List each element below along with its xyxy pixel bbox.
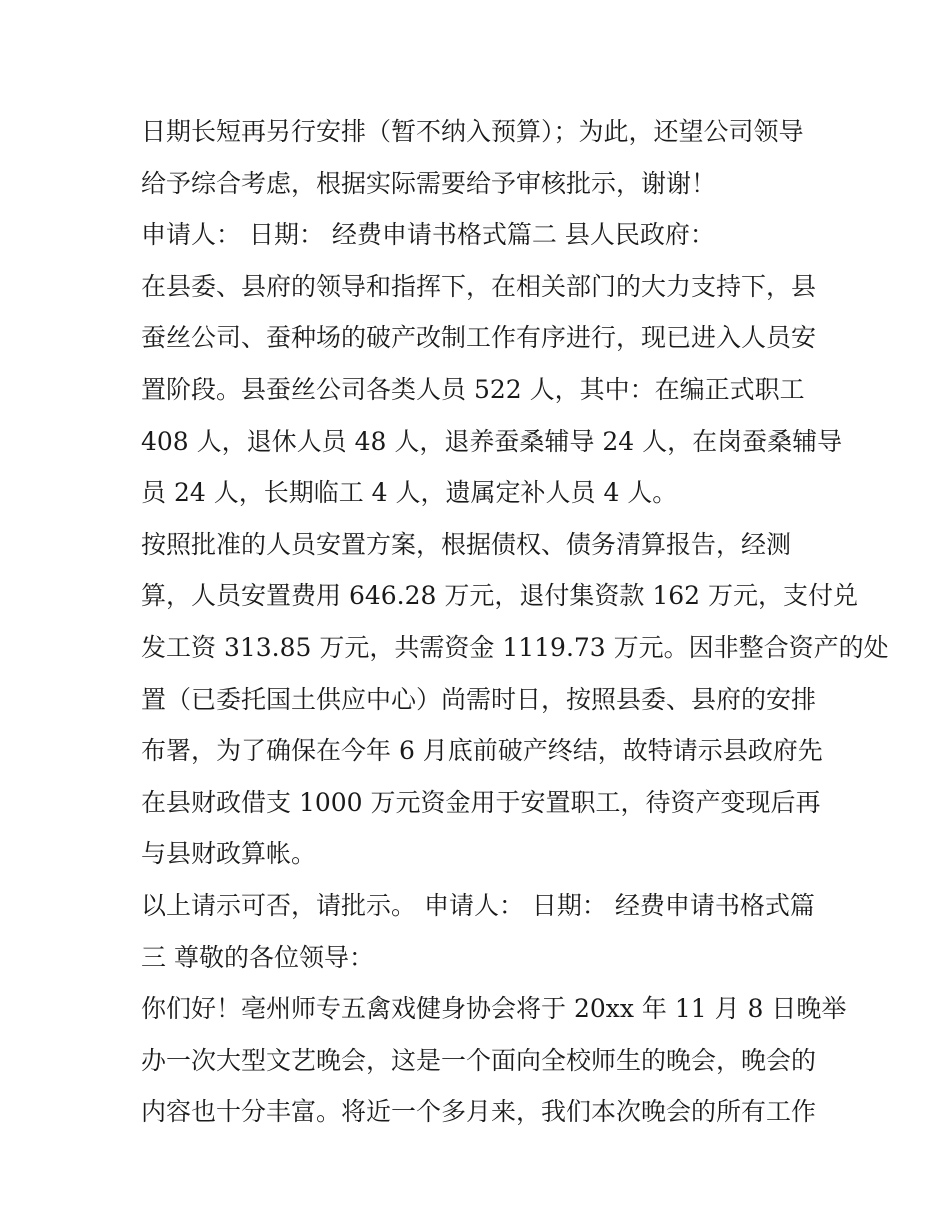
text-line: 408 人，退休人员 48 人，退养蚕桑辅导 24 人，在岗蚕桑辅导	[141, 426, 843, 456]
text-line: 按照批准的人员安置方案，根据债权、债务清算报告，经测	[141, 529, 792, 559]
text-line: 你们好！亳州师专五禽戏健身协会将于 20xx 年 11 月 8 日晚举	[141, 994, 847, 1024]
text-line: 蚕丝公司、蚕种场的破产改制工作有序进行，现已进入人员安	[141, 323, 817, 353]
text-line: 在县财政借支 1000 万元资金用于安置职工，待资产变现后再	[141, 787, 821, 817]
text-line: 内容也十分丰富。将近一个多月来，我们本次晚会的所有工作	[141, 1097, 817, 1127]
text-line: 员 24 人，长期临工 4 人，遗属定补人员 4 人。	[141, 478, 678, 508]
body-text	[141, 106, 889, 1138]
text-line: 发工资 313.85 万元，共需资金 1119.73 万元。因非整合资产的处	[141, 632, 889, 662]
text-line: 以上请示可否，请批示。 申请人： 日期： 经费申请书格式篇	[141, 890, 815, 920]
text-line: 与县财政算帐。	[141, 839, 317, 869]
text-line: 布署，为了确保在今年 6 月底前破产终结，故特请示县政府先	[141, 736, 823, 766]
text-line: 申请人： 日期： 经费申请书格式篇二 县人民政府：	[141, 220, 715, 250]
text-line: 算，人员安置费用 646.28 万元，退付集资款 162 万元，支付兑	[141, 581, 858, 611]
text-line: 日期长短再另行安排（暂不纳入预算）；为此，还望公司领导	[141, 117, 804, 146]
text-line: 置阶段。县蚕丝公司各类人员 522 人，其中：在编正式职工	[141, 374, 805, 404]
text-line: 办一次大型文艺晚会，这是一个面向全校师生的晚会，晚会的	[141, 1045, 817, 1075]
text-line: 置（已委托国土供应中心）尚需时日，按照县委、县府的安排	[141, 684, 817, 714]
text-line: 三 尊敬的各位领导：	[141, 942, 374, 972]
text-line: 在县委、县府的领导和指挥下，在相关部门的大力支持下，县	[141, 271, 817, 301]
text-line: 给予综合考虑，根据实际需要给予审核批示，谢谢！	[141, 168, 717, 198]
